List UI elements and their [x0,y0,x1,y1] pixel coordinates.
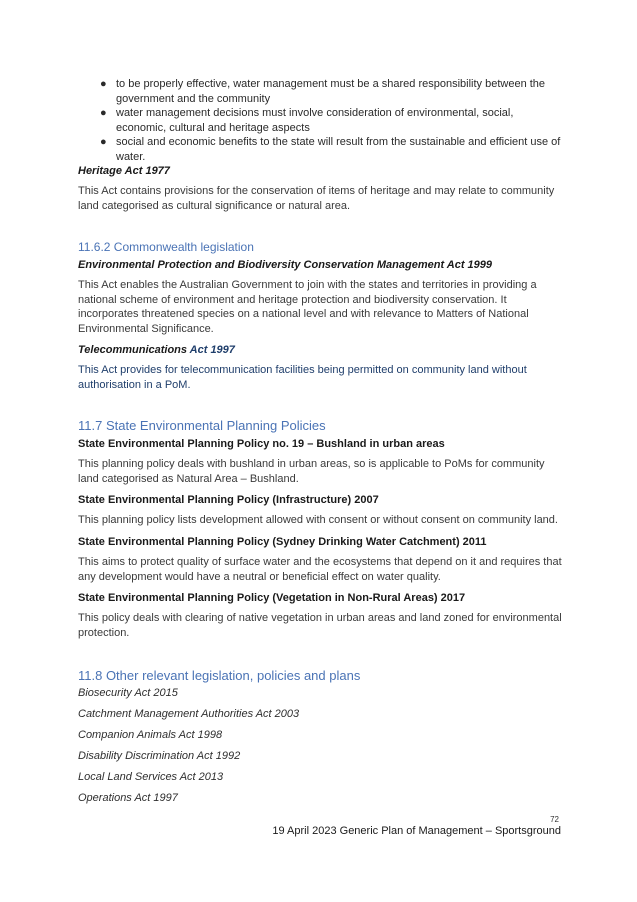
sepp-text: This policy deals with clearing of native vegetation in urban areas and land zoned for environmental protection. [78,612,562,639]
heritage-act-heading: Heritage Act 1977 [78,165,170,177]
sepp-heading: State Environmental Planning Policy no. 19 – Bushland in urban areas [78,438,445,450]
page-footer: 19 April 2023 Generic Plan of Management – Sportsground [272,825,561,837]
telecommunications-act-heading: Telecommunications Act 1997 [78,344,235,356]
sepp-text: This planning policy deals with bushland in urban areas, so is applicable to PoMs for community land categorised as Natural Area – Bushland. [78,458,545,485]
bullet-dot-icon: ● [100,107,107,119]
act-list-item: Local Land Services Act 2013 [78,771,224,783]
act-list-item: Disability Discrimination Act 1992 [78,750,241,762]
bullet-item: ● social and economic benefits to the state will result from the sustainable and efficient use of water. [100,136,561,163]
epbc-act-text: This Act enables the Australian Government to join with the states and territories in providing a national scheme of environment and heritage protection and biodiversity conservation. It incorporates threatened species on a national level and with relevance to Matters of National Environmental Significance. [78,279,537,335]
sepp-text: This planning policy lists development allowed with consent or without consent on community land. [78,514,558,526]
section-heading-11-8: 11.8 Other relevant legislation, policies and plans [78,668,361,683]
bullet-item: ● to be properly effective, water management must be a shared responsibility between the government and the community [100,78,546,105]
bullet-list [78,77,562,164]
act-list-item: Catchment Management Authorities Act 2003 [78,708,300,720]
section-heading-11-7: 11.7 State Environmental Planning Policies [78,418,326,433]
bullet-dot-icon: ● [100,78,107,90]
act-list-item: Biosecurity Act 2015 [78,687,178,699]
act-list-item: Operations Act 1997 [78,792,178,804]
sepp-heading: State Environmental Planning Policy (Infrastructure) 2007 [78,494,379,506]
telecommunications-act-text: This Act provides for telecommunication facilities being permitted on community land without authorisation in a PoM. [78,364,527,391]
sepp-heading: State Environmental Planning Policy (Sydney Drinking Water Catchment) 2011 [78,536,487,548]
sepp-text: This aims to protect quality of surface water and the ecosystems that depend on it and requires that any development would have a neutral or beneficial effect on water quality. [78,556,562,583]
section-heading-11-6-2: 11.6.2 Commonwealth legislation [78,240,254,254]
epbc-act-heading: Environmental Protection and Biodiversity Conservation Management Act 1999 [78,259,493,271]
act-list-item: Companion Animals Act 1998 [78,729,223,741]
bullet-item: ● water management decisions must involve consideration of environmental, social, economic, cultural and heritage aspects [100,107,514,134]
page-number: 72 [550,815,559,824]
sepp-heading: State Environmental Planning Policy (Vegetation in Non-Rural Areas) 2017 [78,592,466,604]
bullet-dot-icon: ● [100,136,107,148]
heritage-act-text: This Act contains provisions for the conservation of items of heritage and may relate to community land categorised as cultural significance or natural area. [78,185,555,212]
